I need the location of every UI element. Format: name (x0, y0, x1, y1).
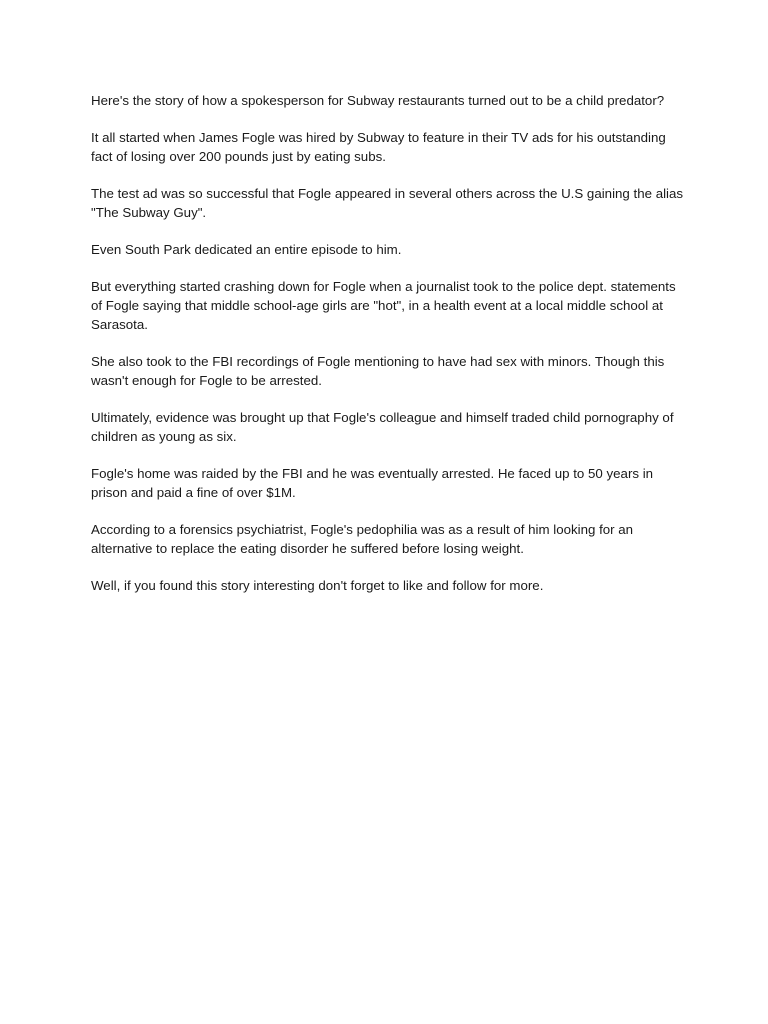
paragraph-test-ad: The test ad was so successful that Fogle appeared in several others across the U.S gaining the alias "The Subway Guy". (91, 186, 684, 220)
paragraph-arrested: Fogle's home was raided by the FBI and he was eventually arrested. He faced up to 50 years in prison and paid a fine of over $1M. (91, 466, 654, 500)
paragraph-south-park: Even South Park dedicated an entire episode to him. (91, 242, 402, 257)
paragraph-intro: Here's the story of how a spokesperson for Subway restaurants turned out to be a child predator? (91, 93, 665, 108)
document-body (91, 91, 687, 613)
paragraph-psychiatrist: According to a forensics psychiatrist, Fogle's pedophilia was as a result of him looking for an alternative to replace the eating disorder he suffered before losing weight. (91, 522, 634, 556)
paragraph-outro: Well, if you found this story interesting don't forget to like and follow for more. (91, 578, 544, 593)
paragraph-evidence: Ultimately, evidence was brought up that Fogle's colleague and himself traded child pornography of children as young as six. (91, 410, 674, 444)
paragraph-hired: It all started when James Fogle was hired by Subway to feature in their TV ads for his outstanding fact of losing over 200 pounds just by eating subs. (91, 130, 666, 164)
paragraph-fbi-recordings: She also took to the FBI recordings of Fogle mentioning to have had sex with minors. Though this wasn't enough for Fogle to be arrested. (91, 354, 665, 388)
paragraph-crashing-down: But everything started crashing down for Fogle when a journalist took to the police dept. statements of Fogle saying that middle school-age girls are "hot", in a health event at a local middle school at Sarasota. (91, 279, 676, 332)
